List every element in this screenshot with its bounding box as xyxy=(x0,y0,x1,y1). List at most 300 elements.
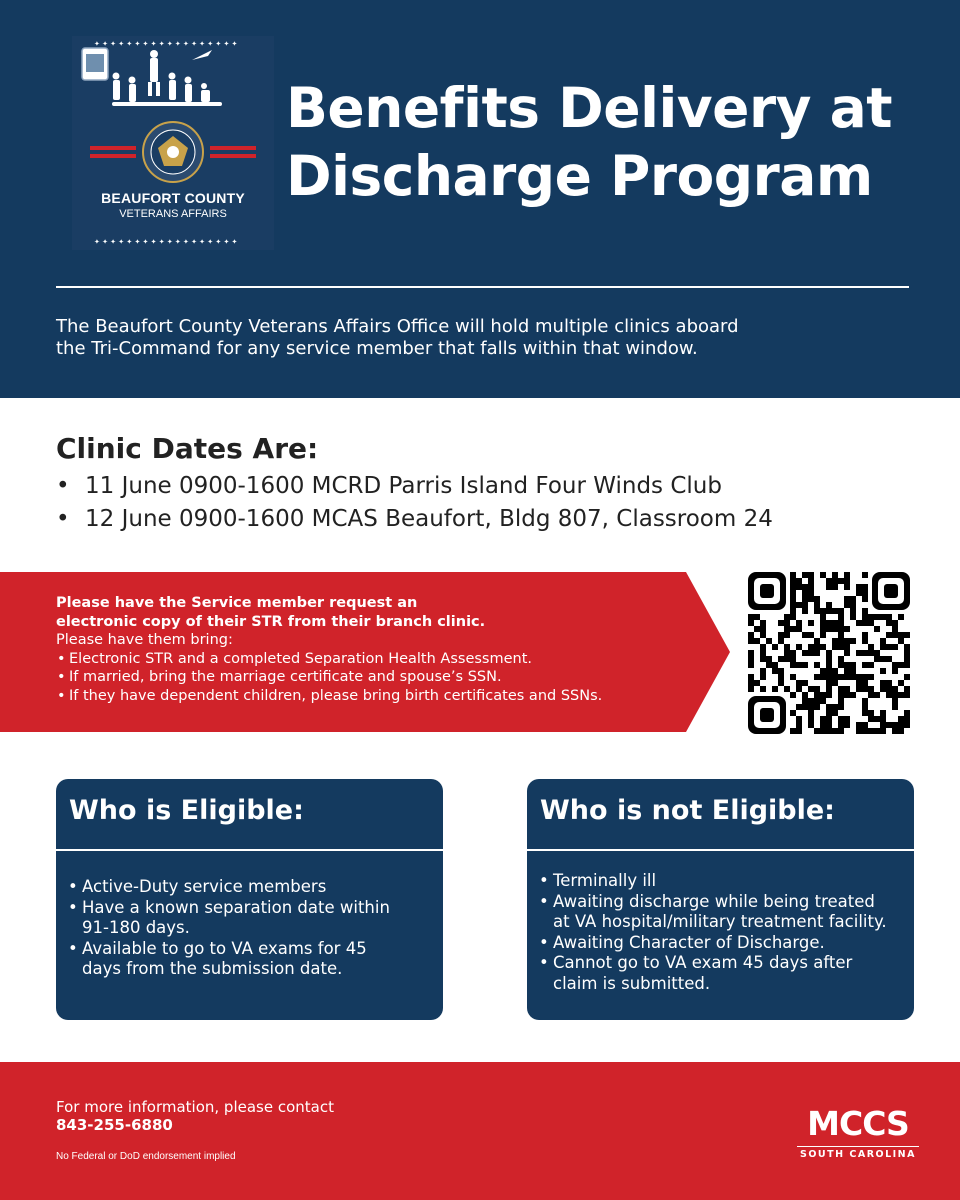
qr-module xyxy=(844,650,850,656)
beaufort-county-veterans-affairs-logo xyxy=(72,36,274,250)
bring-item: • If they have dependent children, please bring birth certificates and SSNs. xyxy=(56,687,696,706)
qr-module xyxy=(850,662,856,668)
qr-module xyxy=(790,692,796,698)
qr-module xyxy=(874,614,880,620)
not-eligible-item-line: • Cannot go to VA exam 45 days after xyxy=(553,953,853,972)
qr-module xyxy=(904,632,910,638)
qr-module xyxy=(880,680,886,686)
qr-module xyxy=(808,716,814,722)
qr-module xyxy=(826,620,832,626)
qr-module xyxy=(898,728,904,734)
qr-module xyxy=(892,686,898,692)
qr-module xyxy=(862,620,868,626)
qr-module xyxy=(862,614,868,620)
qr-module xyxy=(826,680,832,686)
qr-module xyxy=(892,692,898,698)
qr-module xyxy=(868,686,874,692)
qr-module xyxy=(892,662,898,668)
eligible-card xyxy=(56,779,443,1020)
qr-module xyxy=(790,608,796,614)
bring-item: • Electronic STR and a completed Separation Health Assessment. xyxy=(56,650,696,669)
footer xyxy=(0,1062,960,1200)
soldiers-silhouette-icon xyxy=(112,50,222,106)
qr-module xyxy=(838,638,844,644)
qr-module xyxy=(748,686,754,692)
str-request-bold-line-1: Please have the Service member request an xyxy=(56,595,418,611)
qr-module xyxy=(832,704,838,710)
qr-module xyxy=(880,638,886,644)
qr-module xyxy=(820,728,826,734)
qr-module xyxy=(802,608,808,614)
qr-module xyxy=(748,662,754,668)
qr-module xyxy=(814,686,820,692)
qr-module xyxy=(904,650,910,656)
not-eligible-item-line: claim is submitted. xyxy=(553,973,711,993)
qr-module xyxy=(808,584,814,590)
qr-module xyxy=(796,662,802,668)
page-title xyxy=(286,74,926,210)
bring-list xyxy=(56,650,696,706)
qr-module xyxy=(826,608,832,614)
qr-module xyxy=(886,620,892,626)
qr-module xyxy=(814,608,820,614)
qr-module xyxy=(820,698,826,704)
qr-module xyxy=(898,692,904,698)
qr-module xyxy=(754,680,760,686)
qr-module xyxy=(790,728,796,734)
qr-module xyxy=(898,662,904,668)
qr-module xyxy=(886,614,892,620)
qr-module xyxy=(838,614,844,620)
qr-module xyxy=(766,656,772,662)
qr-module xyxy=(862,698,868,704)
qr-module xyxy=(892,626,898,632)
clinic-dates-heading: Clinic Dates Are: xyxy=(56,432,319,465)
qr-module xyxy=(778,668,784,674)
qr-module xyxy=(886,722,892,728)
qr-module xyxy=(868,662,874,668)
qr-module xyxy=(790,584,796,590)
qr-module xyxy=(748,620,754,626)
qr-module xyxy=(838,662,844,668)
qr-module xyxy=(838,644,844,650)
qr-finder-top-right xyxy=(872,572,910,610)
eligible-item xyxy=(68,898,428,939)
star-row-top xyxy=(94,40,238,48)
not-eligible-item-line: • Awaiting Character of Discharge. xyxy=(553,932,825,952)
qr-module xyxy=(808,686,814,692)
qr-module xyxy=(880,668,886,674)
qr-module xyxy=(844,638,850,644)
qr-module xyxy=(796,728,802,734)
qr-module xyxy=(778,620,784,626)
qr-module xyxy=(826,626,832,632)
qr-module xyxy=(838,692,844,698)
qr-module xyxy=(892,632,898,638)
endorsement-disclaimer: No Federal or DoD endorsement implied xyxy=(56,1151,236,1162)
not-eligible-title: Who is not Eligible: xyxy=(540,795,835,826)
qr-module xyxy=(790,596,796,602)
qr-module xyxy=(904,716,910,722)
qr-module xyxy=(838,656,844,662)
qr-module xyxy=(856,674,862,680)
qr-module xyxy=(790,662,796,668)
qr-module xyxy=(850,608,856,614)
qr-module xyxy=(802,662,808,668)
intro-line-2: the Tri-Command for any service member that falls within that window. xyxy=(56,338,698,359)
qr-module xyxy=(868,692,874,698)
qr-module xyxy=(832,608,838,614)
not-eligible-list xyxy=(539,871,909,994)
not-eligible-item xyxy=(539,892,909,933)
qr-module xyxy=(784,650,790,656)
not-eligible-item-line: at VA hospital/military treatment facility. xyxy=(553,912,887,931)
eligible-item xyxy=(68,939,428,980)
qr-module xyxy=(862,722,868,728)
qr-module xyxy=(826,650,832,656)
qr-module xyxy=(832,728,838,734)
qr-module xyxy=(838,632,844,638)
qr-module xyxy=(802,584,808,590)
qr-module xyxy=(844,572,850,578)
qr-module xyxy=(898,716,904,722)
qr-module xyxy=(886,656,892,662)
qr-module xyxy=(862,728,868,734)
qr-module xyxy=(862,632,868,638)
qr-finder-bottom-left xyxy=(748,696,786,734)
qr-module xyxy=(748,632,754,638)
qr-module xyxy=(820,632,826,638)
qr-module xyxy=(838,674,844,680)
qr-module xyxy=(838,620,844,626)
qr-module xyxy=(808,572,814,578)
qr-module xyxy=(844,716,850,722)
qr-module xyxy=(796,602,802,608)
qr-module xyxy=(826,602,832,608)
qr-module xyxy=(814,596,820,602)
qr-module xyxy=(826,662,832,668)
qr-module xyxy=(778,656,784,662)
qr-module xyxy=(772,668,778,674)
qr-module xyxy=(844,692,850,698)
qr-module xyxy=(760,656,766,662)
qr-module xyxy=(820,692,826,698)
qr-module xyxy=(892,704,898,710)
qr-module xyxy=(844,674,850,680)
qr-module xyxy=(748,638,754,644)
qr-module xyxy=(856,686,862,692)
contact-label: For more information, please contact xyxy=(56,1098,334,1116)
qr-module xyxy=(820,572,826,578)
qr-module xyxy=(796,704,802,710)
qr-module xyxy=(874,650,880,656)
not-eligible-item xyxy=(539,871,909,892)
qr-module xyxy=(766,638,772,644)
qr-module xyxy=(814,644,820,650)
qr-module xyxy=(880,710,886,716)
clinic-date-item: • 12 June 0900-1600 MCAS Beaufort, Bldg 807, Classroom 24 xyxy=(56,503,773,536)
qr-module xyxy=(868,644,874,650)
qr-module xyxy=(838,698,844,704)
qr-module xyxy=(808,632,814,638)
qr-module xyxy=(844,668,850,674)
qr-module xyxy=(772,686,778,692)
qr-code[interactable] xyxy=(748,572,910,734)
qr-module xyxy=(748,680,754,686)
qr-module xyxy=(832,710,838,716)
qr-module xyxy=(790,650,796,656)
qr-module xyxy=(790,626,796,632)
qr-module xyxy=(820,668,826,674)
qr-module xyxy=(760,620,766,626)
not-eligible-card xyxy=(527,779,914,1020)
qr-module xyxy=(826,668,832,674)
qr-module xyxy=(856,650,862,656)
qr-module xyxy=(862,572,868,578)
logo-text-county: BEAUFORT COUNTY xyxy=(101,190,245,206)
qr-module xyxy=(748,674,754,680)
mccs-logo xyxy=(797,1106,919,1162)
qr-module xyxy=(832,620,838,626)
qr-module xyxy=(760,668,766,674)
eligible-item-line: days from the submission date. xyxy=(82,959,343,978)
qr-module xyxy=(856,590,862,596)
qr-module xyxy=(844,722,850,728)
qr-module xyxy=(868,716,874,722)
qr-module xyxy=(844,602,850,608)
qr-module xyxy=(880,614,886,620)
qr-module xyxy=(814,638,820,644)
qr-module xyxy=(880,686,886,692)
qr-module xyxy=(754,638,760,644)
qr-module xyxy=(832,638,838,644)
qr-module xyxy=(784,656,790,662)
not-eligible-item xyxy=(539,933,909,954)
qr-module xyxy=(826,722,832,728)
qr-module xyxy=(796,722,802,728)
qr-module xyxy=(832,674,838,680)
qr-module xyxy=(844,686,850,692)
qr-module xyxy=(862,662,868,668)
qr-module xyxy=(772,662,778,668)
qr-module xyxy=(820,626,826,632)
qr-module xyxy=(814,602,820,608)
qr-module xyxy=(844,584,850,590)
qr-module xyxy=(772,644,778,650)
qr-module xyxy=(778,632,784,638)
qr-module xyxy=(802,680,808,686)
qr-module xyxy=(784,626,790,632)
qr-module xyxy=(880,728,886,734)
qr-module xyxy=(778,674,784,680)
not-eligible-item xyxy=(539,953,909,994)
logo-text-affairs: VETERANS AFFAIRS xyxy=(119,208,227,220)
eligible-divider xyxy=(56,849,443,851)
qr-module xyxy=(814,704,820,710)
qr-module xyxy=(814,692,820,698)
qr-module xyxy=(802,698,808,704)
qr-module xyxy=(886,644,892,650)
qr-module xyxy=(802,704,808,710)
qr-module xyxy=(754,614,760,620)
svg-text:✦ ✦ ✦ ✦ ✦ ✦ ✦ ✦ ✦ ✦ ✦ ✦ ✦ ✦ ✦: ✦ ✦ ✦ ✦ ✦ ✦ ✦ ✦ ✦ ✦ ✦ ✦ ✦ ✦ ✦ ✦ ✦ ✦ xyxy=(94,238,238,246)
qr-module xyxy=(832,626,838,632)
page-title-line-2: Discharge Program xyxy=(286,144,873,208)
qr-module xyxy=(850,668,856,674)
str-request-banner xyxy=(0,572,730,732)
qr-module xyxy=(862,584,868,590)
not-eligible-item-line: • Awaiting discharge while being treated xyxy=(553,891,875,911)
qr-module xyxy=(892,620,898,626)
qr-module xyxy=(850,638,856,644)
qr-module xyxy=(892,698,898,704)
qr-module xyxy=(808,644,814,650)
qr-module xyxy=(850,596,856,602)
qr-module xyxy=(826,686,832,692)
qr-module xyxy=(862,674,868,680)
qr-module xyxy=(838,608,844,614)
qr-module xyxy=(808,590,814,596)
qr-module xyxy=(802,572,808,578)
qr-module xyxy=(802,692,808,698)
qr-module xyxy=(826,728,832,734)
mccs-wordmark: MCCS xyxy=(807,1104,909,1143)
qr-module xyxy=(790,614,796,620)
qr-module xyxy=(826,674,832,680)
qr-module xyxy=(868,674,874,680)
qr-module xyxy=(790,710,796,716)
eligible-item-line: 91-180 days. xyxy=(82,918,190,937)
intro-paragraph xyxy=(56,316,836,360)
qr-module xyxy=(808,698,814,704)
qr-module xyxy=(820,608,826,614)
qr-module xyxy=(904,674,910,680)
qr-module xyxy=(856,728,862,734)
qr-module xyxy=(844,626,850,632)
qr-module xyxy=(844,662,850,668)
qr-module xyxy=(760,626,766,632)
qr-module xyxy=(820,644,826,650)
mccs-subtitle: SOUTH CAROLINA xyxy=(797,1146,919,1160)
qr-module xyxy=(748,650,754,656)
qr-module xyxy=(832,578,838,584)
qr-module xyxy=(766,662,772,668)
qr-module xyxy=(814,728,820,734)
qr-module xyxy=(904,722,910,728)
qr-module xyxy=(904,656,910,662)
qr-module xyxy=(826,656,832,662)
intro-line-1: The Beaufort County Veterans Affairs Office will hold multiple clinics aboard xyxy=(56,316,739,337)
qr-module xyxy=(778,638,784,644)
qr-module xyxy=(784,644,790,650)
qr-module xyxy=(820,614,826,620)
qr-module xyxy=(850,692,856,698)
eligible-item-line: • Available to go to VA exams for 45 xyxy=(82,938,367,958)
qr-module xyxy=(802,590,808,596)
qr-module xyxy=(808,710,814,716)
eligible-item-line: • Active-Duty service members xyxy=(82,877,327,896)
qr-module xyxy=(826,710,832,716)
qr-module xyxy=(856,722,862,728)
qr-module xyxy=(796,584,802,590)
qr-module xyxy=(868,728,874,734)
qr-module xyxy=(868,650,874,656)
qr-module xyxy=(832,644,838,650)
contact-phone[interactable]: 843-255-6880 xyxy=(56,1116,173,1134)
qr-module xyxy=(868,620,874,626)
qr-module xyxy=(808,722,814,728)
clinic-date-item: • 11 June 0900-1600 MCRD Parris Island Four Winds Club xyxy=(56,470,773,503)
qr-module xyxy=(796,578,802,584)
qr-module xyxy=(820,674,826,680)
qr-module xyxy=(868,710,874,716)
va-seal-icon xyxy=(143,122,203,182)
qr-module xyxy=(760,650,766,656)
not-eligible-divider xyxy=(527,849,914,851)
qr-module xyxy=(754,626,760,632)
qr-module xyxy=(862,608,868,614)
qr-module xyxy=(796,686,802,692)
qr-module xyxy=(904,662,910,668)
qr-module xyxy=(904,692,910,698)
qr-module xyxy=(898,614,904,620)
qr-module xyxy=(832,572,838,578)
qr-module xyxy=(886,692,892,698)
qr-module xyxy=(856,620,862,626)
qr-module xyxy=(838,578,844,584)
qr-module xyxy=(808,704,814,710)
qr-module xyxy=(862,596,868,602)
qr-module xyxy=(820,722,826,728)
qr-module xyxy=(832,680,838,686)
qr-module xyxy=(844,596,850,602)
qr-module xyxy=(808,620,814,626)
qr-module xyxy=(802,596,808,602)
bring-item: • If married, bring the marriage certificate and spouse’s SSN. xyxy=(56,668,696,687)
qr-module xyxy=(844,578,850,584)
eligible-list xyxy=(68,877,428,980)
qr-module xyxy=(862,704,868,710)
qr-module xyxy=(826,692,832,698)
qr-module xyxy=(898,632,904,638)
qr-module xyxy=(820,620,826,626)
qr-module xyxy=(760,644,766,650)
qr-module xyxy=(868,614,874,620)
qr-module xyxy=(862,650,868,656)
qr-module xyxy=(790,656,796,662)
qr-module xyxy=(874,656,880,662)
qr-module xyxy=(838,686,844,692)
qr-module xyxy=(826,578,832,584)
qr-module xyxy=(814,698,820,704)
qr-module xyxy=(856,584,862,590)
header-band xyxy=(0,0,960,398)
qr-module xyxy=(814,674,820,680)
page-title-line-1: Benefits Delivery at xyxy=(286,76,892,140)
clinic-dates-list xyxy=(56,470,773,536)
qr-module xyxy=(796,680,802,686)
qr-module xyxy=(808,596,814,602)
qr-module xyxy=(748,656,754,662)
qr-module xyxy=(874,626,880,632)
qr-module xyxy=(904,710,910,716)
eligible-title: Who is Eligible: xyxy=(69,795,304,826)
svg-text:✦ ✦ ✦ ✦ ✦ ✦ ✦ ✦ ✦ ✦ ✦ ✦ ✦ ✦ ✦: ✦ ✦ ✦ ✦ ✦ ✦ ✦ ✦ ✦ ✦ ✦ ✦ ✦ ✦ ✦ ✦ ✦ ✦ xyxy=(94,40,238,48)
bring-intro: Please have them bring: xyxy=(56,632,233,648)
qr-module xyxy=(802,602,808,608)
qr-module xyxy=(862,686,868,692)
qr-module xyxy=(784,620,790,626)
